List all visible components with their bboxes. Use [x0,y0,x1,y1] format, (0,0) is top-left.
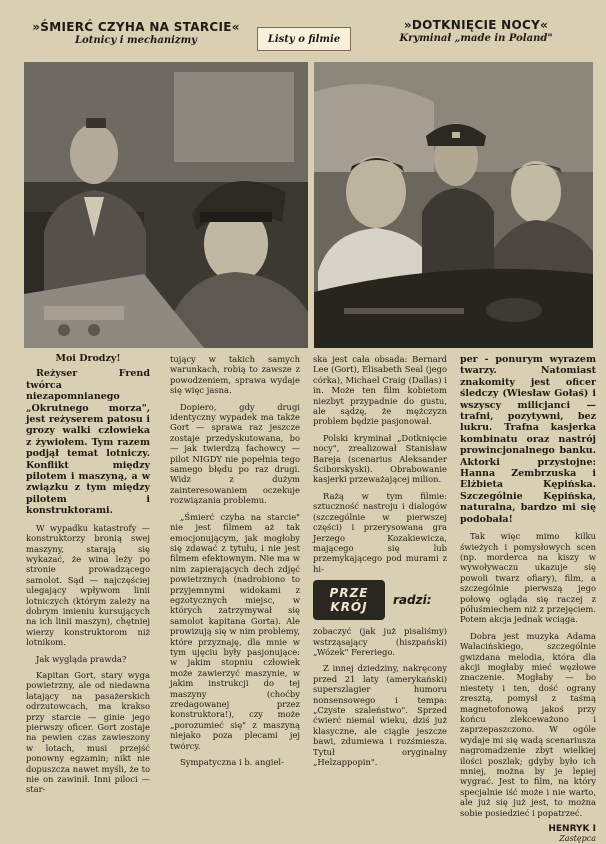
car-scene-illustration [314,62,593,348]
author-role: Zastępca [559,834,596,844]
column3-paragraph-3: Rażą w tym filmie: sztuczność nastroju i dialogów (szczególnie w pierwszej części) i przerysowana gra Jerzego Kozakiewicza, mającego się lub przemykającego pod murami z hi- [313,490,447,574]
left-film-header [26,20,246,46]
radzi-label: radzi: [393,592,432,607]
cockpit-scene-illustration [24,62,308,348]
column3-paragraph-4: zobaczyć (jak już pisaliśmy) wstrząsający (hiszpański) „Wózek" Fereriego. [313,626,447,657]
header [0,0,606,62]
author-signature: HENRYK I [548,824,596,835]
column2-paragraph-4: Sympatyczna i b. angiel- [180,757,284,768]
column3-paragraph-2: Polski kryminał „Dotknięcie nocy", zrealizował Stanisław Bareja (scenarius Aleksander Ściborskyski). Obrabowanie kasjerki przeważającej milion. [313,432,447,485]
article-column-2 [170,354,300,773]
film-still-cockpit [24,62,308,348]
przekroj-logo [313,580,385,620]
article-column-1 [26,354,150,801]
column2-paragraph-2: Dopiero, gdy drugi identyczny wypadek ma także Gort — sprawa raz jeszcze zostaje przedyskutowana, bo — jak twierdzą fachowcy — pilot NIGDY nie popełnia tego samego błędu po raz drugi. Widz z dużym zainteresowaniem oczekuje rozwiązania problemu. [170,401,300,506]
column1-paragraph-3: Jak wygląda prawda? [36,653,127,664]
logo-line-bottom: KRÓJ [330,600,368,615]
left-film-title: »ŚMIERĆ CZYHA NA STARCIE« [32,20,240,34]
column3-paragraph-1: ska jest cała obsada: Bernard Lee (Gort), Elisabeth Seal (jego córka), Michael Craig (Dallas) i in. Może ten film kobietom niezbyt przypadnie do gustu, ale sądzę, że mężczyzn problem będzie pasjonował. [313,354,447,427]
right-film-header [358,18,594,44]
section-label: Listy o filmie [257,27,351,51]
przekroj-radzi-banner [313,580,447,620]
column4-paragraph-2: Tak więc mimo kilku świeżych i pomysłowych scen (np. morderca na kiszy w wywoływaczu ukazuje się powoli twarz ofiary), film, a szczególnie pierwszą jego połowę ogląda się raczej z półuśmiechem niż z przejęciem. Potem akcja jednak wciąga. [460,531,596,625]
logo-line-top: PRZE [329,586,369,601]
column2-paragraph-1: tujący w takich samych warunkach, robią to zawsze z powodzeniem, sprawa wydaje się więc jasna. [170,354,300,396]
right-film-subtitle: Kryminał „made in Poland" [399,33,553,44]
salutation: Moi Drodzy! [55,353,121,364]
column1-paragraph-1: Reżyser Frend twórca niezapomnianego „Okrutnego morza", jest reżyserem patosu i grozy walki człowieka z żywiołem. Tym razem podjął temat lotniczy. Konflikt między pilotem i maszyną, a w związku z tym między pilotem i konstruktorami. [26,368,150,517]
column1-paragraph-2: W wypadku katastrofy — konstruktorzy bronią swej maszyny, starają się wykazać, że wina leży po stronie prowadzącego samolot. Sąd — najczęściej ulegający wpływom linii lotniczych (którym zależy na dobrym imieniu kursujących na ich linii maszyn), chętniej wierzy konstruktorom niż lotnikom. [26,522,150,648]
article-column-4 [460,354,596,844]
film-still-car [314,62,593,348]
column1-paragraph-4: Kapitan Gort, stary wyga powietrzny, ale od niedawna latający na pasażerskich odrzutowcach, ma krakso przy starcie — ginie jego pierwszy oficer. Gort zostaje na pewien czas zawieszony w lotach, musi przejść ponowny egzamin; nikt nie dopuszcza nawet myśli, że to nie on zawinił. Inni piloci — star- [26,669,150,795]
column2-paragraph-3: „Śmierć czyha na starcie" nie jest filmem aż tak emocjonującym, jak mogłoby się zdawać z tytułu, i nie jest filmem efektownym. Nie ma w nim zapierających dech zdjęć powietrznych (nadrobiono to przyjemnymi widokami z egzotycznych miejsc, w których zatrzymywał się samolot kapitana Gorta). Ale prowizują się w nim problemy, które przyznaję, dla mnie w tym ujęciu były pasjonujące: w jakim stopniu człowiek może zawierzyć maszynie, w jakim instrukcji do tej maszyny (choćby zredagowanej przez konstruktora!), czy może „porozumieć się" z maszyną niejako poza plecami jej twórcy. [170,511,300,751]
left-film-subtitle: Lotnicy i mechanizmy [75,35,197,46]
column4-paragraph-3: Dobra jest muzyka Adama Walacińskiego, szczególnie gwizdana melodia, która dla akcji mogłaby mieć węzłowe znaczenie. Mogłaby — bo niestety i ten, dość ograny zresztą, pomysł z taśmą magnetofonową jakoś przy końcu zlekceważono i zaprzepaszczono. W ogóle wydaje mi się wadą scenariusza nagromadzenie zbyt wielkiej ilości poszlak; gdyby było ich mniej, można by je lepiej wygrać. Jest to film, na który specjalnie iść może i nie warto, ale już się już jest, to można sobie posiedzieć i popatrzeć. [460,630,596,818]
right-film-title: »DOTKNIĘCIE NOCY« [403,18,549,32]
column3-paragraph-5: Z innej dziedziny, nakręcony przed 21 laty (amerykański) superszlagier humoru nonsensowego i tempa: „Czyste szaleństwo". Sprzed ćwierć niemal wieku, dziś już klasyczne, ale ciągle jeszcze bawi, zdumiewa i rozśmiesza. Tytuł oryginalny „Helzappopin". [313,663,447,767]
column4-paragraph-1: per - ponurym wyrazem twarzy. Natomiast znakomity jest oficer śledczy (Wiesław Gołaś) i wszyscy milicjanci — trafni, pozytywni, bez lukru. Trafna kasjerka kombinatu oraz nastrój prowincjonalnego banku. Aktorki przystojne: Hanna Zembrzuska i Elżbieta Kępińska. Szczególnie Kępińska, naturalna, bardzo mi się podobała! [460,354,596,525]
article-column-3 [313,354,447,773]
